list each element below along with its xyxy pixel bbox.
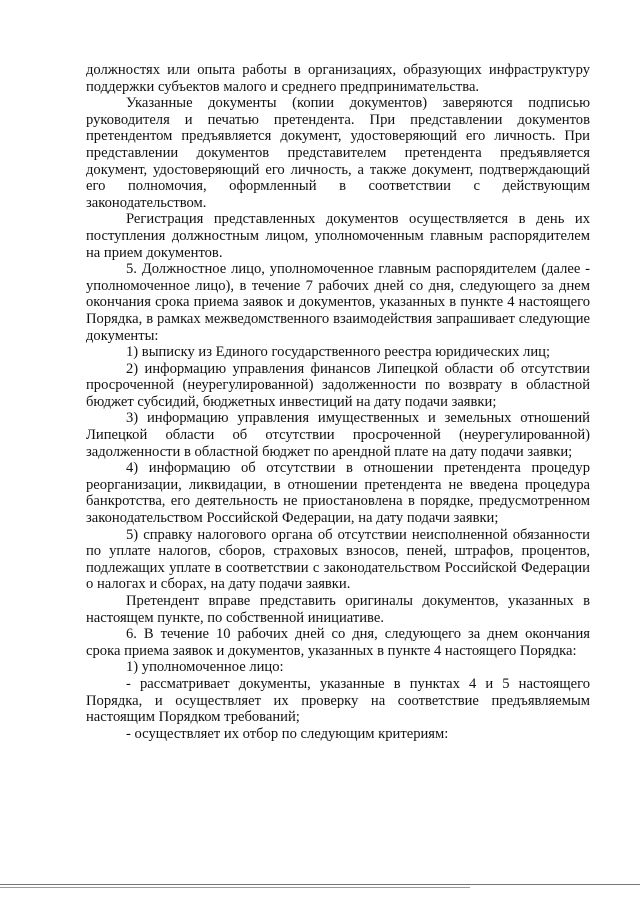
document-body	[86, 62, 590, 742]
dash-item-selection: - осуществляет их отбор по следующим критериям:	[126, 725, 449, 742]
list-item-2: 2) информацию управления финансов Липецкой области об отсутствии просроченной (неурегулированной) задолженности по возврату в областной бюджет субсидий, бюджетных инвестиций на дату подачи заявки;	[86, 360, 590, 410]
paragraph-originals: Претендент вправе представить оригиналы документов, указанных в настоящем пункте, по собственной инициативе.	[86, 593, 590, 626]
list-item-3: 3) информацию управления имущественных и земельных отношений Липецкой области об отсутствии просроченной (неурегулированной) задолженности в областной бюджет по арендной плате на дату подачи заявки;	[86, 410, 590, 460]
scan-edge-line	[0, 884, 640, 885]
paragraph-item-5: 5. Должностное лицо, уполномоченное главным распорядителем (далее - уполномоченное лицо), в течение 7 рабочих дней со дня, следующего за днем окончания срока приема заявок и документов, указанных в пункте 4 настоящего Порядка, в рамках межведомственного взаимодействия запрашивает следующие документы:	[86, 261, 590, 344]
paragraph-item-6: 6. В течение 10 рабочих дней со дня, следующего за днем окончания срока приема заявок и документов, указанных в пункте 4 настоящего Порядка:	[86, 626, 590, 659]
paragraph-continuation: должностях или опыта работы в организациях, образующих инфраструктуру поддержки субъектов малого и среднего предпринимательства.	[86, 62, 590, 95]
paragraph-registration: Регистрация представленных документов осуществляется в день их поступления должностным лицом, уполномоченным главным распорядителем на прием документов.	[86, 211, 590, 261]
scan-edge-line-secondary	[0, 887, 470, 888]
list-item-4: 4) информацию об отсутствии в отношении претендента процедур реорганизации, ликвидации, в отношении претендента не введена процедура банкротства, его деятельность не приостановлена в порядке, предусмотренном законодательством Российской Федерации, на дату подачи заявки;	[86, 460, 590, 527]
paragraph-certification: Указанные документы (копии документов) заверяются подписью руководителя и печатью претендента. При представлении документов претендентом предъявляется документ, удостоверяющий его личность. При представлении документов представителем претендента предъявляется документ, удостоверяющий его личность, а также документ, подтверждающий его полномочия, оформленный в соответствии с действующим законодательством.	[86, 95, 590, 211]
list-item-5: 5) справку налогового органа об отсутствии неисполненной обязанности по уплате налогов, сборов, страховых взносов, пеней, штрафов, процентов, подлежащих уплате в соответствии с законодательством Российской Федерации о налогах и сборах, на дату подачи заявки.	[86, 526, 590, 593]
subitem-authorized-person: 1) уполномоченное лицо:	[126, 659, 284, 676]
dash-item-review: - рассматривает документы, указанные в пунктах 4 и 5 настоящего Порядка, и осуществляет их проверку на соответствие предъявляемым настоящим Порядком требований;	[86, 675, 590, 726]
list-item-1: 1) выписку из Единого государственного реестра юридических лиц;	[126, 344, 551, 361]
